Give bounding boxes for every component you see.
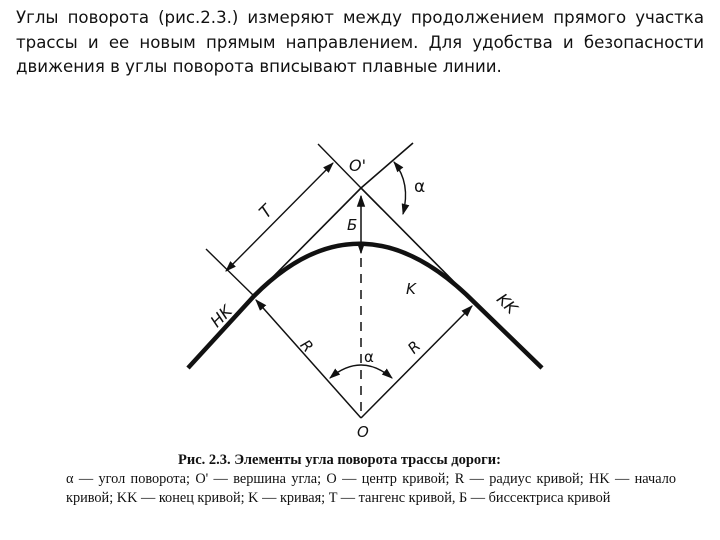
arc-angle-alpha-top <box>394 162 406 214</box>
label-tangent: T <box>255 201 278 223</box>
label-alpha-top: α <box>414 177 426 197</box>
figure-title: Рис. 2.3. Элементы угла поворота трассы дороги: <box>178 452 501 468</box>
label-radius-left: R <box>296 336 317 356</box>
label-curve-start: HK <box>206 301 236 331</box>
vertex-extension-line <box>361 143 413 188</box>
radius-line-left <box>256 300 361 418</box>
label-radius-right: R <box>404 337 425 358</box>
label-bisector: Б <box>347 216 358 234</box>
label-alpha-bottom: α <box>364 348 374 366</box>
tangent-extension-left <box>206 249 254 296</box>
label-curve: K <box>406 280 416 298</box>
radius-line-right <box>361 306 472 418</box>
intro-paragraph: Углы поворота (рис.2.3.) измеряют между продолжением прямого участка трассы и ее новым прямым направлением. Для удобства и безопасности движения в углы поворота вписывают плавные линии. <box>16 8 704 77</box>
figure-caption: α — угол поворота; O' — вершина угла; O — центр кривой; R — радиус кривой; HK — начало кривой; KK — конец кривой; K — кривая; T — тангенс кривой, Б — биссектриса кривой <box>66 471 676 506</box>
label-vertex: O' <box>349 156 366 175</box>
tangent-dimension-arrow <box>226 163 333 271</box>
label-curve-end: KK <box>492 289 522 318</box>
label-center: O <box>357 423 369 441</box>
